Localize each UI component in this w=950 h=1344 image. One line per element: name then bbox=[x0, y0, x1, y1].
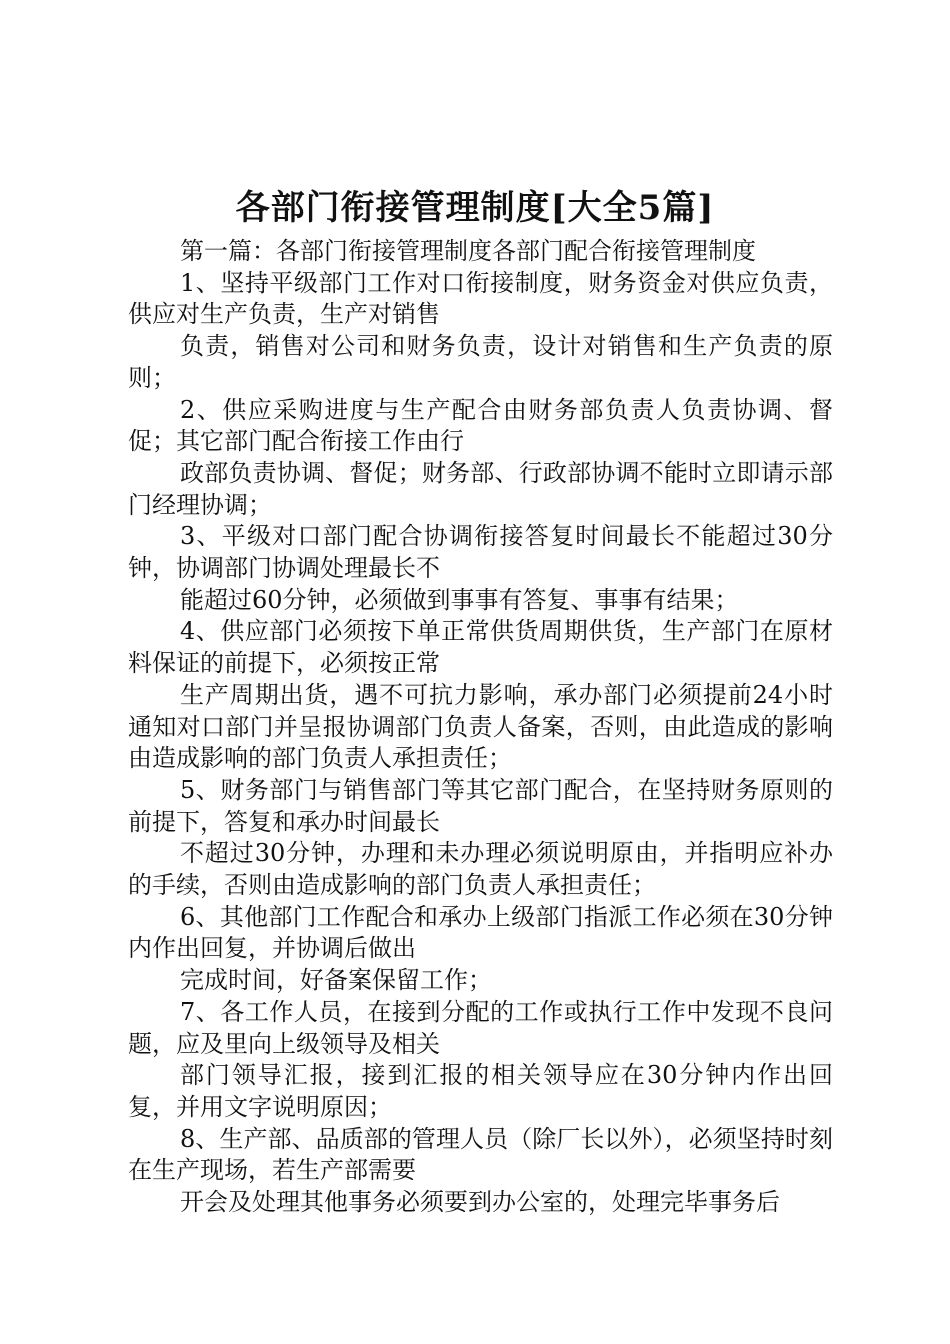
paragraph: 8、生产部、品质部的管理人员（除厂长以外），必须坚持时刻在生产现场，若生产部需要 bbox=[128, 1124, 833, 1185]
paragraph: 5、财务部门与销售部门等其它部门配合，在坚持财务原则的前提下，答复和承办时间最长 bbox=[128, 775, 833, 836]
paragraph: 完成时间，好备案保留工作； bbox=[180, 966, 492, 995]
paragraph: 负责，销售对公司和财务负责，设计对销售和生产负责的原则； bbox=[128, 332, 833, 392]
document-title: 各部门衔接管理制度[大全5篇] bbox=[235, 188, 715, 228]
section-heading: 第一篇：各部门衔接管理制度各部门配合衔接管理制度 bbox=[180, 237, 756, 265]
paragraph: 4、供应部门必须按下单正常供货周期供货，生产部门在原材料保证的前提下，必须按正常 bbox=[128, 617, 833, 678]
paragraph: 生产周期出货，遇不可抗力影响，承办部门必须提前24小时通知对口部门并呈报协调部门负责人备案，否则，由此造成的影响由造成影响的部门负责人承担责任； bbox=[128, 680, 833, 773]
paragraph: 不超过30分钟，办理和未办理必须说明原由，并指明应补办的手续，否则由造成影响的部门负责人承担责任； bbox=[128, 839, 833, 900]
paragraph: 开会及处理其他事务必须要到办公室的，处理完毕事务后 bbox=[180, 1188, 780, 1217]
document-body bbox=[128, 236, 833, 1219]
paragraph: 3、平级对口部门配合协调衔接答复时间最长不能超过30分钟，协调部门协调处理最长不 bbox=[128, 522, 833, 583]
paragraph: 7、各工作人员，在接到分配的工作或执行工作中发现不良问题，应及里向上级领导及相关 bbox=[128, 997, 833, 1058]
paragraph: 1、坚持平级部门工作对口衔接制度，财务资金对供应负责，供应对生产负责，生产对销售 bbox=[128, 268, 833, 329]
paragraph: 能超过60分钟，必须做到事事有答复、事事有结果； bbox=[180, 585, 739, 614]
paragraph: 政部负责协调、督促；财务部、行政部协调不能时立即请示部门经理协调； bbox=[128, 458, 833, 519]
paragraph: 2、供应采购进度与生产配合由财务部负责人负责协调、督促；其它部门配合衔接工作由行 bbox=[128, 395, 833, 456]
paragraph: 6、其他部门工作配合和承办上级部门指派工作必须在30分钟内作出回复，并协调后做出 bbox=[128, 902, 833, 963]
paragraph: 部门领导汇报，接到汇报的相关领导应在30分钟内作出回复，并用文字说明原因； bbox=[128, 1061, 833, 1121]
